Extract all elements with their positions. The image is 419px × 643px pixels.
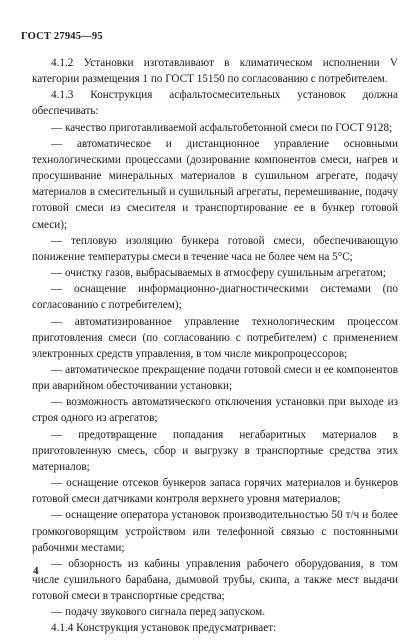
list-item: — обзорность из кабины управления рабочего оборудования, в том числе сушильного барабана, дымовой трубы, скипа, а также мест выдачи готовой смеси в транспортные средства; — [32, 557, 398, 603]
page-number: 4 — [33, 565, 39, 577]
document-header: ГОСТ 27945—95 — [21, 31, 103, 42]
list-item: — оснащение отсеков бункеров запаса горячих материалов и бункеров готовой смеси датчиками контроля верхнего уровня материалов; — [32, 477, 398, 506]
list-item: — автоматизированное управление технологическим процессом приготовления смеси (по согласованию с потребителем) с применением электронных средств управления, в том числе микропроцессоров; — [32, 315, 398, 360]
list-item: — очистку газов, выбрасываемых в атмосферу сушильным агрегатом; — [51, 267, 386, 280]
paragraph-4-1-4: 4.1.4 Конструкция установок предусматривает: — [51, 622, 277, 635]
list-item: — возможность автоматического отключения установки при выходе из строя одного из агрегатов; — [32, 396, 398, 425]
list-item: — подачу звукового сигнала перед запуском. — [51, 606, 266, 619]
list-item: — оснащение информационно-диагностическими системами (по согласованию с потребителем); — [32, 283, 398, 312]
paragraph-4-1-2: 4.1.2 Установки изготавливают в климатическом исполнении V категории размещения 1 по ГОСТ 15150 по согласованию с потребителем. — [32, 57, 398, 86]
list-item: — качество приготавливаемой асфальтобетонной смеси по ГОСТ 9128; — [51, 121, 393, 134]
list-item: — тепловую изоляцию бункера готовой смеси, обеспечивающую понижение температуры смеси в течение часа не более чем на 5°C; — [32, 234, 398, 263]
list-item: — автоматическое прекращение подачи готовой смеси и ее компонентов при аварийном обесточивании установки; — [32, 363, 398, 393]
document-body — [32, 55, 398, 637]
paragraph-4-1-3: 4.1.3 Конструкция асфальтосмесительных установок должна обеспечивать: — [32, 89, 398, 118]
list-item: — оснащение оператора установок производительностью 50 т/ч и более громкоговорящим устройством или телефонной связью с постоянными рабочими местами; — [32, 509, 398, 554]
list-item: — автоматическое и дистанционное управление основными технологическими процессами (дозирование компонентов смеси, нагрев и просушивание минеральных материалов в сушильном агрегате, подачу материалов в смесительный и сушильный агрегаты, перемешивание, подачу готовой смеси из смесителя и транспортирование ее в бункер готовой смеси); — [32, 137, 398, 231]
list-item: — предотвращение попадания негабаритных материалов в приготовленную смесь, сбор и выгрузку в транспортные средства этих материалов; — [32, 428, 398, 473]
